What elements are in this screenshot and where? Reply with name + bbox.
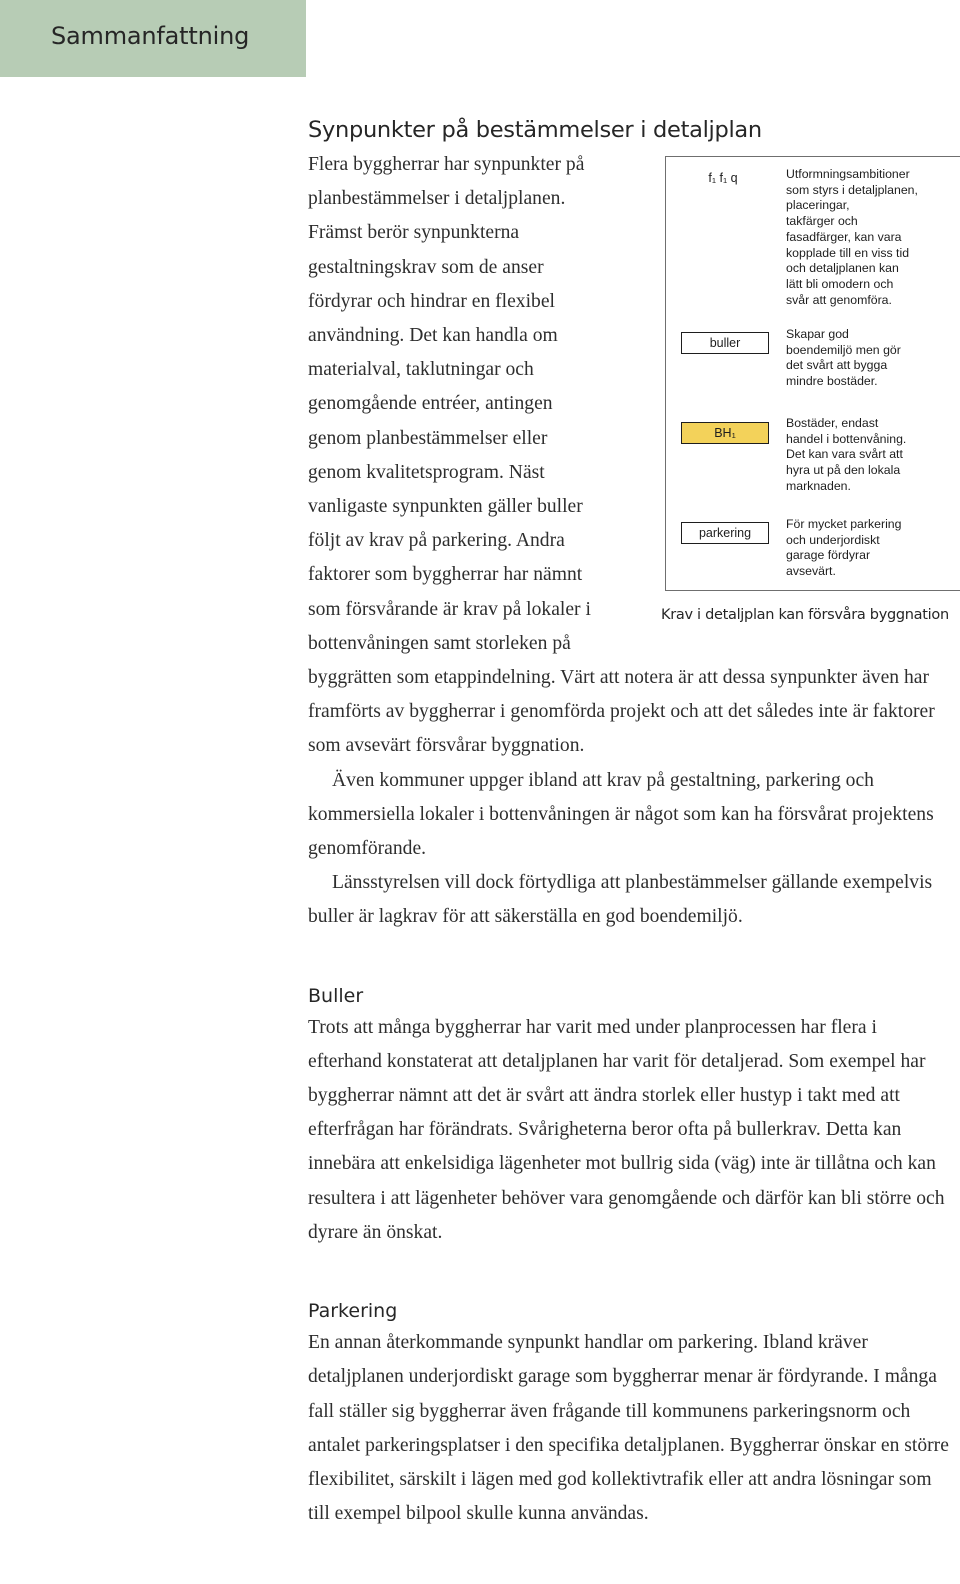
figure-desc-line: avsevärt. [786,564,836,579]
figure-code-f1q: f₁ f₁ q [708,171,738,185]
figure-desc-line: mindre bostäder. [786,374,878,389]
figure-code-bh1: BH₁ [681,422,769,444]
figure-caption: Krav i detaljplan kan försvåra byggnation [661,607,949,623]
intro-line: Främst berör synpunkterna [308,222,520,244]
figure-desc-line: hyra ut på den lokala [786,463,901,478]
intro-line: bottenvåningen samt storleken på [308,632,571,654]
intro-line: användning. Det kan handla om [308,325,558,347]
figure-desc-line: För mycket parkering [786,517,902,531]
paragraph-lansstyrelsen: Länsstyrelsen vill dock förtydliga att planbestämmelser gällande exempelvis buller är lagkrav för att säkerställa en god boendemiljö. [308,872,933,928]
parkering-heading: Parkering [308,1300,398,1323]
intro-line: genomgående entréer, antingen [308,393,553,415]
figure-code-buller: buller [681,332,769,354]
figure-desc-line: boendemiljö men gör [786,342,901,357]
figure-desc-line: kopplade till en viss tid [786,245,910,260]
figure-desc-line: garage fördyrar [786,548,871,563]
figure-desc-line: och detaljplanen kan [786,261,899,276]
figure-desc-line: takfärger och [786,214,858,229]
section-tab-title: Sammanfattning [51,22,250,50]
buller-paragraph: Trots att många byggherrar har varit med under planprocessen har flera i efterhand konstaterat att detaljplanen har varit för detaljerad. Som exempel har byggherrar nämnt att det är svårt att ändra storlek eller hustyp i takt med att efterfrågan har förändrats. Svårigheterna beror ofta på bullerkrav. Detta kan innebära att enkelsidiga lägenheter mot bullrig sida (väg) inte är tillåtna och kan resultera i att lägenheter behöver vara genomgående och därför kan bli större och dyrare än önskat. [308,1016,945,1243]
figure-desc-utformning [786,167,958,308]
figure-code-parkering: parkering [681,522,769,544]
figure-desc-line: Det kan vara svårt att [786,447,903,462]
paragraph-kommuner: Även kommuner uppger ibland att krav på gestaltning, parkering och kommersiella lokaler i bottenvåningen är något som kan ha försvårat projektens genomförande. [308,769,934,860]
figure-box [665,156,960,591]
intro-line: som försvårande är krav på lokaler i [308,598,591,620]
parkering-paragraph: En annan återkommande synpunkt handlar om parkering. Ibland kräver detaljplanen underjordiskt garage som byggherrar menar är fördyrande. I många fall ställer sig byggherrar även frågande till kommunens parkeringsnorm och antalet parkeringsplatser i den specifika detaljplanen. Byggherrar önskar en större flexibilitet, särskilt i lägen med god kollektivtrafik eller att andra lösningar som till exempel bilpool skulle kunna användas. [308,1332,949,1525]
figure-desc-line: marknaden. [786,478,851,493]
main-content [308,112,953,1531]
intro-line: fördyrar och hindrar en flexibel [308,290,555,312]
intro-line: faktorer som byggherrar har nämnt [308,564,583,586]
figure-desc-line: Bostäder, endast [786,416,879,430]
figure-desc-line: lätt bli omodern och [786,276,894,291]
figure-desc-line: svår att genomföra. [786,292,892,307]
figure-desc-line: som styrs i detaljplanen, [786,182,918,197]
figure-desc-parkering [786,517,958,580]
intro-line: genom kvalitetsprogram. Näst [308,461,545,483]
intro-line: vanligaste synpunkten gäller buller [308,496,583,518]
figure-desc-line: det svårt att bygga [786,358,888,373]
figure-desc-line: Utformningsambitioner [786,167,910,181]
figure-desc-line: placeringar, [786,198,850,213]
figure-desc-line: fasadfärger, kan vara [786,229,902,244]
figure [659,156,960,631]
intro-line: planbestämmelser i detaljplanen. [308,188,566,210]
figure-desc-bh1 [786,416,958,495]
figure-desc-line: Skapar god [786,327,849,341]
page-heading: Synpunkter på bestämmelser i detaljplan [308,117,762,143]
intro-line: följt av krav på parkering. Andra [308,530,565,552]
intro-line: Flera byggherrar har synpunkter på [308,154,585,175]
intro-line: gestaltningskrav som de anser [308,256,544,278]
figure-desc-buller [786,327,958,390]
intro-rest: byggrätten som etappindelning. Värt att notera är att dessa synpunkter även har framförts av byggherrar i genomförda projekt och att det således inte är faktorer som avsevärt försvårar byggnation. [308,667,935,757]
intro-line: genom planbestämmelser eller [308,427,548,449]
figure-desc-line: och underjordiskt [786,532,880,547]
figure-desc-line: handel i bottenvåning. [786,431,907,446]
section-tab [0,0,306,77]
buller-heading: Buller [308,984,364,1007]
intro-line: materialval, taklutningar och [308,359,534,381]
